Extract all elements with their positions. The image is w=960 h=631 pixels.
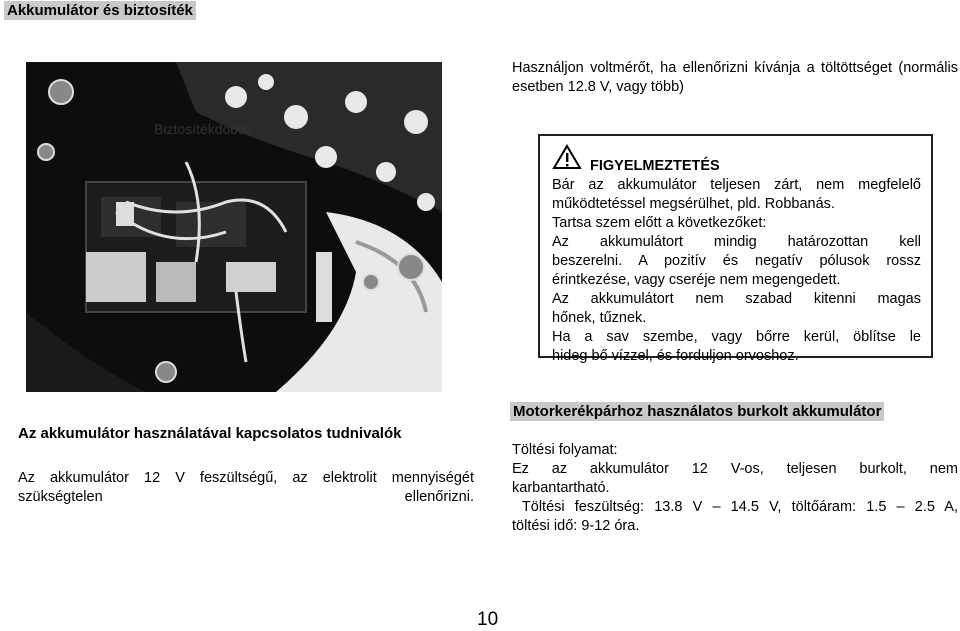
warning-title: FIGYELMEZTETÉS <box>590 158 720 174</box>
warning-line: működtetéssel megsérülhet, pld. Robbanás. <box>552 196 835 212</box>
battery-photo <box>26 62 442 392</box>
warning-line: beszerelni. A pozitív és negatív pólusok rossz <box>552 253 921 269</box>
right-body-line: töltési idő: 9-12 óra. <box>512 518 640 534</box>
warning-triangle-icon <box>552 144 582 176</box>
left-section-heading: Az akkumulátor használatával kapcsolatos tudnivalók <box>18 425 402 442</box>
fuse-box-image <box>26 62 442 392</box>
page-title: Akkumulátor és biztosíték <box>4 1 196 20</box>
left-body-word: szükségtelen <box>18 489 103 505</box>
left-section-body <box>18 469 474 507</box>
page-number: 10 <box>477 609 499 630</box>
warning-line: érintkezése, vagy cseréje nem megengedett. <box>552 272 841 288</box>
left-body-word: ellenőrizni. <box>404 489 474 505</box>
left-body-line: Az akkumulátor 12 V feszültségű, az elektrolit mennyiségét <box>18 470 474 486</box>
warning-line: Ha a sav szembe, vagy bőrre kerül, öblítse le <box>552 329 921 345</box>
warning-line: Bár az akkumulátor teljesen zárt, nem megfelelő <box>552 177 921 193</box>
right-section-body <box>512 441 958 536</box>
warning-line: hőnek, tűznek. <box>552 310 647 326</box>
charge-label: Töltési folyamat: <box>512 442 618 458</box>
photo-overlay-label: Biztosítékdoboz <box>154 121 253 137</box>
warning-line: Az akkumulátort nem szabad kitenni magas <box>552 291 921 307</box>
left-body-line-2 <box>18 488 474 507</box>
right-section-heading: Motorkerékpárhoz használatos burkolt akkumulátor <box>510 402 884 421</box>
right-body-line: karbantartható. <box>512 480 610 496</box>
warning-line: hideg bő vízzel, és forduljon orvoshoz. <box>552 348 799 364</box>
warning-box <box>538 134 933 364</box>
right-body-line: Ez az akkumulátor 12 V-os, teljesen burkolt, nem <box>512 461 958 477</box>
warning-line: Tartsa szem előtt a következőket: <box>552 215 767 231</box>
warning-line: Az akkumulátort mindig határozottan kell <box>552 234 921 250</box>
right-body-line: Töltési feszültség: 13.8 V – 14.5 V, töltőáram: 1.5 – 2.5 A, <box>512 499 958 515</box>
voltmeter-note: Használjon voltmérőt, ha ellenőrizni kívánja a töltöttséget (normális esetben 12.8 V, vagy több) <box>512 60 958 95</box>
